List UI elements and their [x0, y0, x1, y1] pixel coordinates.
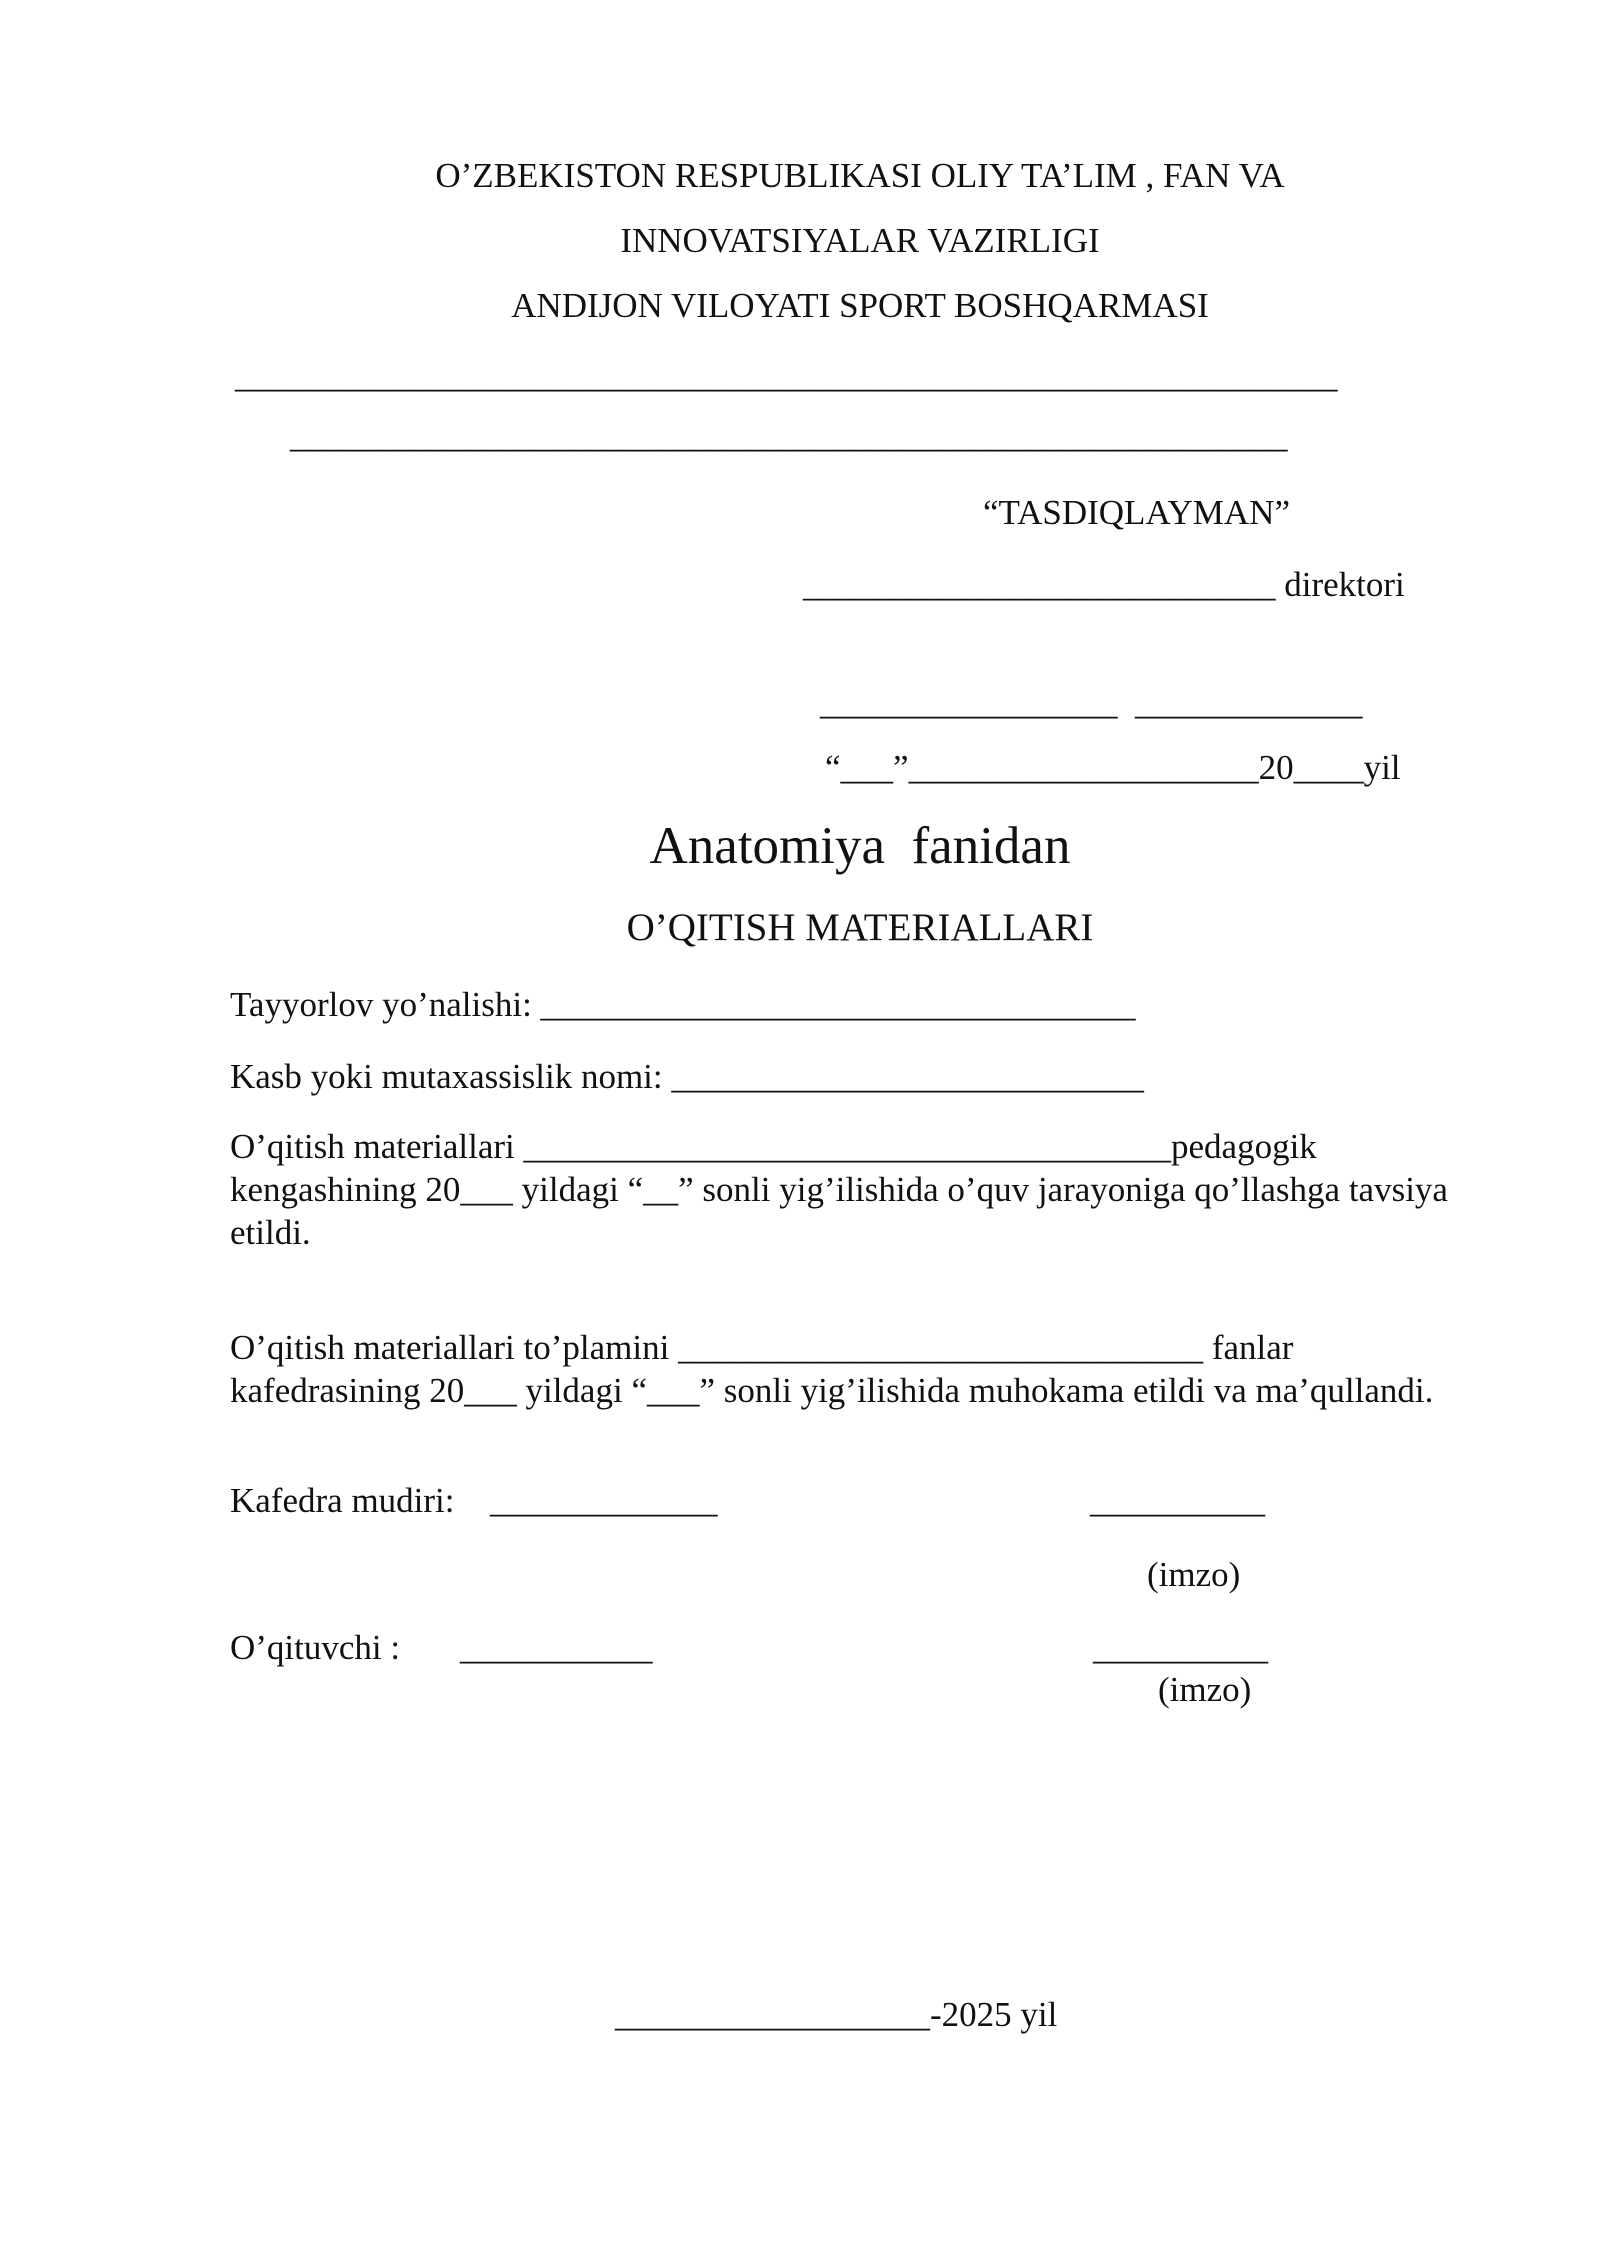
- date-line: “___”____________________20____yil: [825, 748, 1401, 787]
- approval-title: “TASDIQLAYMAN”: [983, 493, 1290, 532]
- ministry-line-3: ANDIJON VILOYATI SPORT BOSHQARMASI: [511, 286, 1209, 325]
- ministry-line-2: INNOVATSIYALAR VAZIRLIGI: [620, 221, 1100, 260]
- teacher-signature-blank: __________: [1093, 1628, 1268, 1667]
- department-paragraph: O’qitish materiallari to’plamini ______________________________ fanlar kafedrasining 20___ yildagi “___” sonli yig’ilishida muhokama etildi va ma’qullandi.: [230, 1328, 1434, 1410]
- pedagogical-council-paragraph: O’qitish materiallari _____________________________________pedagogik kengashining 20___ yildagi “__” sonli yig’ilishida o’quv jarayoniga qo’llashga tavsiya etildi.: [230, 1127, 1448, 1252]
- department-head-signature-blank: __________: [1090, 1481, 1265, 1520]
- signature-caption-1: (imzo): [1147, 1555, 1241, 1594]
- document-title: Anatomiya fanidan: [649, 817, 1071, 875]
- director-line: ___________________________ direktori: [803, 565, 1405, 604]
- department-head-label: Kafedra mudiri:: [230, 1481, 455, 1520]
- signature-line: _________________ _____________: [820, 683, 1363, 722]
- teacher-name-blank: ___________: [460, 1628, 653, 1667]
- signature-caption-2: (imzo): [1158, 1670, 1252, 1709]
- footer-year-line: __________________-2025 yil: [615, 1995, 1058, 2034]
- teacher-label: O’qituvchi :: [230, 1628, 401, 1667]
- direction-field: Tayyorlov yo’nalishi: __________________________________: [230, 985, 1136, 1024]
- blank-line-1: _______________________________________________________________: [235, 356, 1338, 395]
- document-subtitle: O’QITISH MATERIALLARI: [626, 906, 1094, 949]
- blank-line-2: _________________________________________________________: [290, 416, 1288, 455]
- ministry-line-1: O’ZBEKISTON RESPUBLIKASI OLIY TA’LIM , FAN VA: [435, 156, 1285, 195]
- department-head-name-blank: _____________: [490, 1481, 718, 1520]
- profession-field: Kasb yoki mutaxassislik nomi: ___________________________: [230, 1057, 1144, 1096]
